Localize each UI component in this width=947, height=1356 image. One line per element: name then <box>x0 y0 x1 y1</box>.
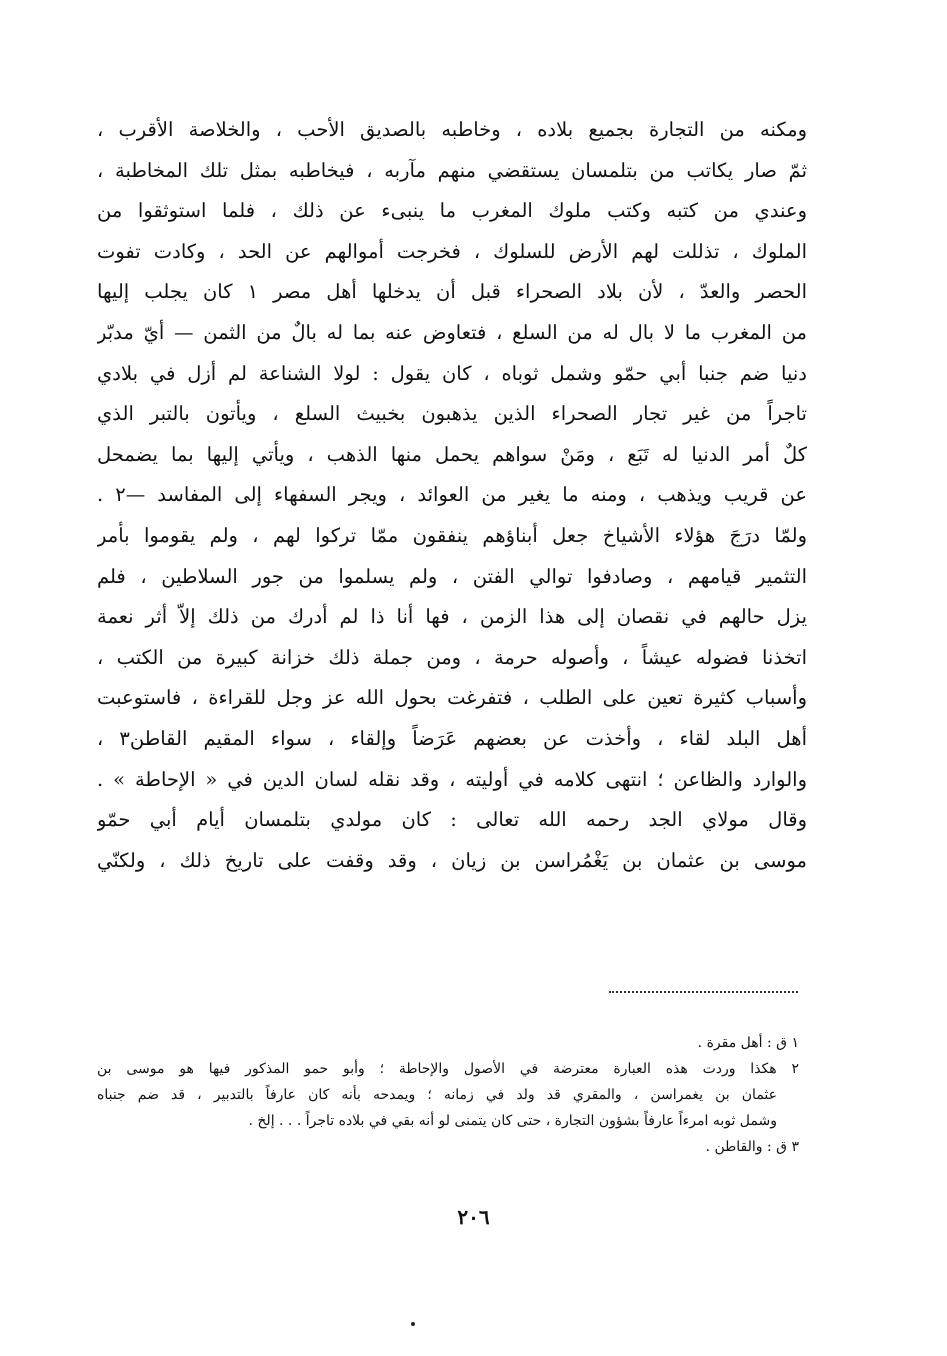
text-line: وأسباب كثيرة تعين على الطلب ، فتفرغت بحول الله عز وجل للقراءة ، فاستوعبت <box>97 686 807 710</box>
footnote-1: ١ ق : أهل مقرة . <box>697 1035 799 1051</box>
text-line: الحصر والعدّ ، لأن بلاد الصحراء قبل أن يدخلها أهل مصر ١ كان يجلب إليها <box>97 280 807 304</box>
text-line: ولمّا درَجَ هؤلاء الأشياخ جعل أبناؤهم ينفقون ممّا تركوا لهم ، ولم يقوموا بأمر <box>97 523 807 547</box>
footnote-2-continued: وشمل ثوبه امرءاً عارفاً بشؤون التجارة ، حتى كان يتمنى لو أنه بقي في بلاده تاجراً . . . إلخ . <box>248 1113 777 1129</box>
text-line: كلٌ أمر الدنيا له تَبَع ، ومَنْ سواهم يحمل منها الذهب ، ويأتي إليها بما يضمحل <box>97 442 807 466</box>
footnotes-block <box>97 1030 799 1160</box>
text-line: وعندي من كتبه وكتب ملوك المغرب ما ينبىء عن ذلك ، فلما استوثقوا من <box>97 199 807 223</box>
text-line: دنيا ضم جنبا أبي حمّو وشمل ثوباه ، كان يقول : لولا الشناعة لم أزل في بلادي <box>97 361 807 385</box>
text-line: أهل البلد لقاء ، وأخذت عن بعضهم عَرَضاً وإلقاء ، سواء المقيم القاطن٣ ، <box>97 726 807 750</box>
text-line: التثمير قيامهم ، وصادفوا توالي الفتن ، ولم يسلموا من جور السلاطين ، فلم <box>97 564 807 588</box>
text-line: من المغرب ما لا بال له من السلع ، فتعاوض عنه بما له بالٌ من الثمن — أيّ مدبّر <box>97 320 807 344</box>
text-line: موسى بن عثمان بن يَغْمُراسن بن زيان ، وقد وقفت على تاريخ ذلك ، ولكنّي <box>97 848 807 872</box>
text-line: ثمّ صار يكاتب من بتلمسان يستقضي منهم مآربه ، فيخاطبه بمثل تلك المخاطبة ، <box>97 158 807 182</box>
footnote-2: ٢ هكذا وردت هذه العبارة معترضة في الأصول والإحاطة ؛ وأبو حمو المذكور فيها هو موسى بن <box>97 1061 799 1077</box>
print-speck <box>411 1322 415 1326</box>
text-line: اتخذنا فضوله عيشاً ، وأصوله حرمة ، ومن جملة ذلك خزانة كبيرة من الكتب ، <box>97 645 807 669</box>
text-line: وقال مولاي الجد رحمه الله تعالى : كان مولدي بتلمسان أيام أبي حمّو <box>97 808 807 832</box>
text-line: عن قريب ويذهب ، ومنه ما يغير من العوائد ، ويجر السفهاء إلى المفاسد —٢ . <box>97 483 807 507</box>
footnote-3: ٣ ق : والقاطن . <box>705 1139 799 1155</box>
text-line: يزل حالهم في نقصان إلى هذا الزمن ، فها أنا ذا لم أدرك من ذلك إلاّ أثر نعمة <box>97 605 807 629</box>
main-text-block <box>97 110 807 881</box>
text-line: الملوك ، تذللت لهم الأرض للسلوك ، فخرجت أموالهم عن الحد ، وكادت تفوت <box>97 239 807 263</box>
text-line: تاجراً من غير تجار الصحراء الذين يذهبون بخبيث السلع ، ويأتون بالتبر الذي <box>97 402 807 426</box>
page-number: ٢٠٦ <box>457 1205 490 1229</box>
footnote-2-continued: عثمان بن يغمراسن ، والمقري قد ولد في زمانه ؛ ويمدحه بأنه كان عارفاً بالتدبير ، قد ضم جنباه <box>97 1087 777 1103</box>
text-line: والوارد والظاعن ؛ انتهى كلامه في أوليته ، وقد نقله لسان الدين في « الإحاطة » . <box>97 767 807 791</box>
text-line: ومكنه من التجارة بجميع بلاده ، وخاطبه بالصديق الأحب ، والخلاصة الأقرب ، <box>97 118 807 141</box>
footnote-divider <box>609 991 798 993</box>
